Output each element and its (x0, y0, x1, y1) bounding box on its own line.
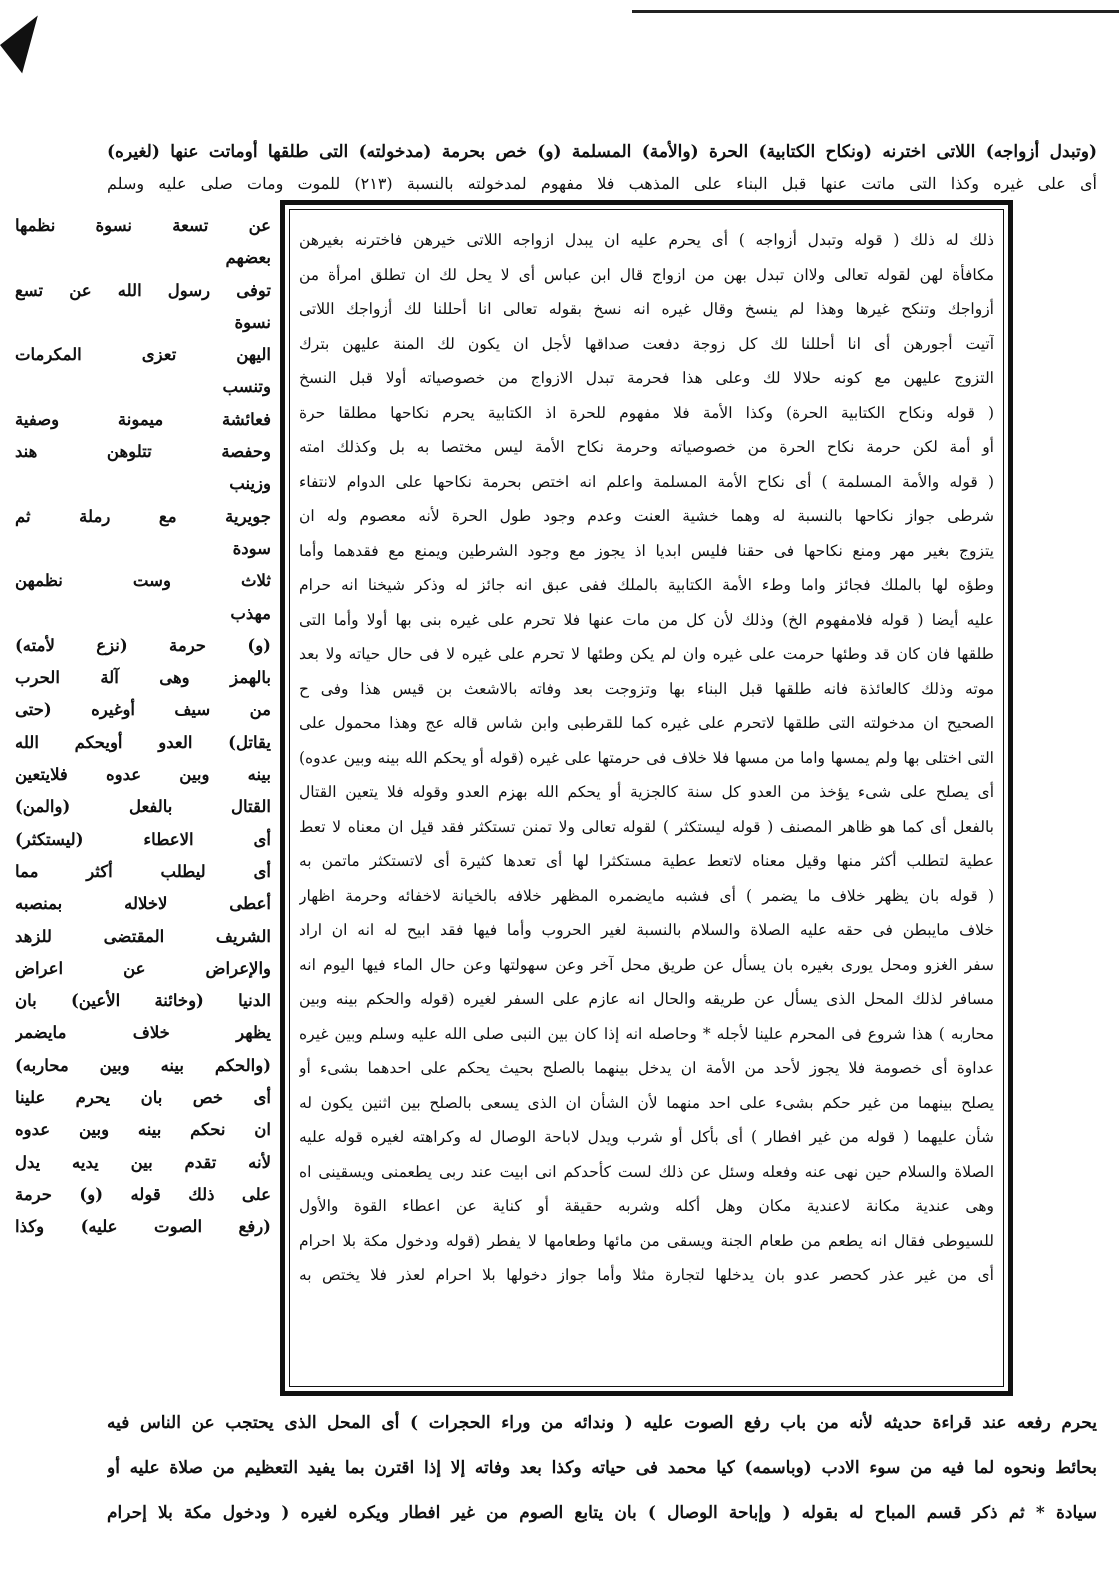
text-line: بحائط ونحوه لما فيه من سوء الادب (وباسمه) كيا محمد فى حياته وكذا بعد وفاته إلا إذا اقترن بما يفيد التعظيم من صلاة عليه أو (107, 1458, 1097, 1478)
text-line: أو أمة لكن حرمة نكاح الحرة من خصوصياته وحرمة نكاح الأمة ليس مختصا به بل وكذلك امته (299, 438, 994, 456)
text-line: طلقها فان كان قد وطئها حرمت على غيره وان لم يكن وطئها لا تحرم على غيره لا فى حال حياته ولا بعد (299, 645, 994, 663)
text-line: ( قوله بان يظهر خلاف ما يضمر ) أى فشبه مايضمره المظهر خلافه بالخيانة لاخفائه وحرمة اظهار (299, 886, 994, 905)
text-line: عطية لتطلب أكثر منها وقيل معناه لاتعط عطية مستكثرا لها أى تعدها كثيرة أى لاتستكثر ماتمن به (299, 852, 994, 870)
top-main-text (107, 136, 1097, 200)
text-line: (و) حرمة (نزع لأمته) (15, 635, 271, 655)
text-line: بالفعل أى كما هو ظاهر المصنف ( قوله ليستكثر ) لقوله تعالى ولا تمنن تستكثر فقد قيل ان معناه لا تعط (299, 817, 994, 836)
text-line: سيادة * ثم ذكر قسم المباح له بقوله ( وإباحة الوصال ) بان يتابع الصوم من غير افطار ويكره لغيره ( ودخول مكة بلا إحرام (107, 1503, 1097, 1523)
text-line: التزوج عليهن مع كونه حلالا لك وعلى هذا فحرمة تبدل الازواج من خصوصياته أولا قبل النسخ (299, 369, 994, 387)
text-line: ان نحكم بينه وبين عدوه (15, 1120, 271, 1140)
margin-text-column (15, 210, 271, 1244)
text-line: التى اختلى بها ولم يمسها واما من مسها فلا خلاف فى حرمتها على غيره (قوله أو يحكم الله بينه وبين عدوه) (299, 748, 994, 767)
top-rule (632, 10, 1119, 13)
text-line: يتزوج بغير مهر ومنع نكاحها فى حقنا فليس ابديا اذ يجوز مع وجود الشرطين ويمنع مع فقدهما وأما (299, 541, 994, 560)
text-line: ثلاث وست نظمهن (15, 571, 271, 591)
text-line: أى من غير عذر كحصر عدو بان يدخلها لتجارة مثلا وأما جواز دخولها بلا احرام لعذر فلا يختص به (299, 1266, 994, 1284)
text-line: على ذلك قوله (و) حرمة (15, 1184, 271, 1204)
text-line: أى الاعطاء (ليستكثر) (15, 829, 271, 849)
text-line: شرطى جواز نكاحها بالنسبة له وهما خشية العنت وعدم وجود طول الحرة لأنه معصوم وله ان (299, 507, 994, 525)
text-line: خلاف مايبطن فى حقه عليه الصلاة والسلام بالنسبة لغير الحروب وأما فيها فقد ابيح له انه ان اراد (299, 921, 994, 939)
text-line: مكافأة لهن لقوله تعالى ولاان تبدل بهن من ازواج قال ابن عباس أى لا يحل لك ان تطلق امرأة من (299, 265, 994, 284)
bottom-main-text (107, 1401, 1097, 1536)
text-line: عليه أيضا ( قوله فلامفهوم الخ) وذلك لأن كل من مات عنها فلا تحرم على غيره بنى بها أولا وأما التى (299, 610, 994, 629)
text-line: لأنه تقدم بين يديه يدل (15, 1152, 271, 1172)
text-line: مسافر لذلك المحل الذى يسأل عن طريقه والحال انه عازم على السفر لغيره (قوله والحكم بينه وبين (299, 990, 994, 1008)
text-line: نسوة (234, 312, 271, 332)
text-line: وحفصة تتلوهن هند (15, 442, 271, 462)
text-line: بينه وبين عدوه فلايتعين (15, 765, 271, 785)
text-line: وتنسب (222, 377, 271, 397)
text-line: محاربه ) هذا شروع فى المحرم علينا لأجله * وحاصله انه إذا كان بين النبى صلى الله عليه وسلم وبين غيره (299, 1024, 994, 1043)
text-line: فعائشة ميمونة وصفية (15, 409, 271, 429)
text-line: أزواجك وتنكح غيرها وهذا لم ينسخ وقال غيره انه نسخ بقوله تعالى انا أحللنا لك أزواجك اللاتى (299, 300, 994, 318)
commentary-frame (280, 200, 1013, 1396)
text-line: الصلاة والسلام حين نهى عنه وفعله وسئل عن ذلك لست كأحدكم انى ابيت عند ربى يطعمنى ويسقينى اه (299, 1162, 994, 1181)
text-line: (رفع الصوت عليه) وكذا (15, 1217, 271, 1237)
text-line: يقاتل) العدو أويحكم الله (15, 732, 271, 752)
text-line: ذلك له ذلك ( قوله وتبدل أزواجه ) أى يحرم عليه ان يبدل ازواجه اللاتى خيرهن فاخترنه بغيرهن (299, 231, 994, 249)
text-line: أى ليطلب أكثر مما (15, 861, 271, 881)
text-line: أى خص بان يحرم علينا (15, 1088, 271, 1108)
text-line: الدنيا (وخائنة الأعين) بان (15, 991, 271, 1011)
text-line: وهى عندية مكانة لاعندية مكان وهل أكله وشربه حقيقة أو كناية عن اعطاء القوة والأول (299, 1197, 994, 1215)
text-line: شأن عليهما ( قوله من غير افطار ) أى بأكل أو شرب ويدل لاباحة الوصال له وكراهته لغيره قوله عليه (299, 1128, 994, 1146)
text-line: موته وذلك كالعائذة فانه طلقها قبل البناء بها وتزوجت بعد وفاته بالاشعث بن قيس هذا وفى ح (299, 679, 994, 698)
text-line: مهذب (230, 603, 271, 623)
text-line: عداوة أى خصومة فلا يجوز لأحد من الأمة ان يدخل بينهما بالصلح بحيث يحكم على احدهما بشىء أو (299, 1059, 994, 1077)
text-line: وزينب (229, 474, 271, 494)
text-line: الصحيح ان مدخولته التى طلقها لاتحرم على غيره كما للقرطبى وابن شاس قاله عج وهذا محمول على (299, 714, 994, 732)
text-line: والإعراض عن اعراض (15, 958, 271, 978)
text-line: توفى رسول الله عن تسع (15, 280, 271, 300)
text-line: القتال بالفعل (والمن) (15, 797, 271, 817)
text-line: آتيت أجورهن أى انا أحللنا لك كل زوجة دفعت صداقها لأجل ان يكون لك المنة عليهن بترك (299, 334, 994, 353)
text-line: يصلح بينهما من غير حكم بشىء على احد منهما لأن الشأن ان الذى يسعى بالصلح بين اثنين يكون له (299, 1093, 994, 1112)
commentary-text (299, 223, 994, 1293)
text-line: من سيف أوغيره (حتى (15, 700, 271, 720)
text-line: بالهمز وهى آلة الحرب (15, 668, 271, 688)
text-line: يحرم رفعه عند قراءة حديثه لأنه من باب رفع الصوت عليه ( وندائه من وراء الحجرات ) أى المحل الذى يحتجب عن الناس فيه (107, 1413, 1097, 1433)
text-line: أعطى لاخلاله بمنصبه (15, 894, 271, 914)
text-line: عن تسعة نسوة نظمها (15, 216, 271, 235)
text-line: ( قوله ونكاح الكتابية الحرة) وكذا الأمة فلا مفهوم للحرة اذ الكتابية يحرم نكاحها مطلقا حرة (299, 403, 994, 422)
text-line: اليهن تعزى المكرمات (15, 345, 271, 365)
text-line: الشريف المقتضى للزهد (15, 926, 271, 946)
text-line: سودة (232, 538, 271, 558)
text-line: جويرية مع رملة ثم (15, 506, 271, 526)
text-line: يظهر خلاف مايضمر (15, 1023, 271, 1043)
text-line: للسيوطى فقال انه يطعم من طعام الجنة ويسقى من مائها وطعامها لا يفطر (قوله ودخول مكة بلا احرام (299, 1231, 994, 1250)
text-line: أى على غيره وكذا التى ماتت عنها قبل البناء على المذهب فلا مفهوم لمدخولته بالنسبة (٢١٣) للموت ومات صلى عليه وسلم (107, 174, 1097, 193)
text-line: (والحكم بينه وبين محاربه) (15, 1055, 271, 1075)
text-line: (وتبدل أزواجه) اللاتى اخترنه (ونكاح الكتابية) الحرة (والأمة) المسلمة (و) خص بحرمة (مدخولته) التى طلقها أوماتت عنها (لغيره) (107, 142, 1097, 162)
text-line: بعضهم (225, 248, 271, 268)
text-line: أى يصلح على شىء يؤخذ من العدو كل سنة كالجزية أو يحكم الله بهزم العدو وقوله فلا يتعين القتال (299, 783, 994, 801)
text-line: سفر الغزو ومحل يورى بغيره بان يسأل عن طريق محل آخر وعن سهولتها وعن حال الماء فيها اليوم انه (299, 955, 994, 974)
text-line: وطؤه لها بالملك فجائز واما وطء الأمة الكتابية بالملك ففى عبق انه جائز له وذكر شيخنا انه حرام (299, 576, 994, 594)
text-line: ( قوله والأمة المسلمة ) أى نكاح الأمة المسلمة واعلم انه اختص بحرمة نكاحها على الدوام لانتفاء (299, 472, 994, 491)
